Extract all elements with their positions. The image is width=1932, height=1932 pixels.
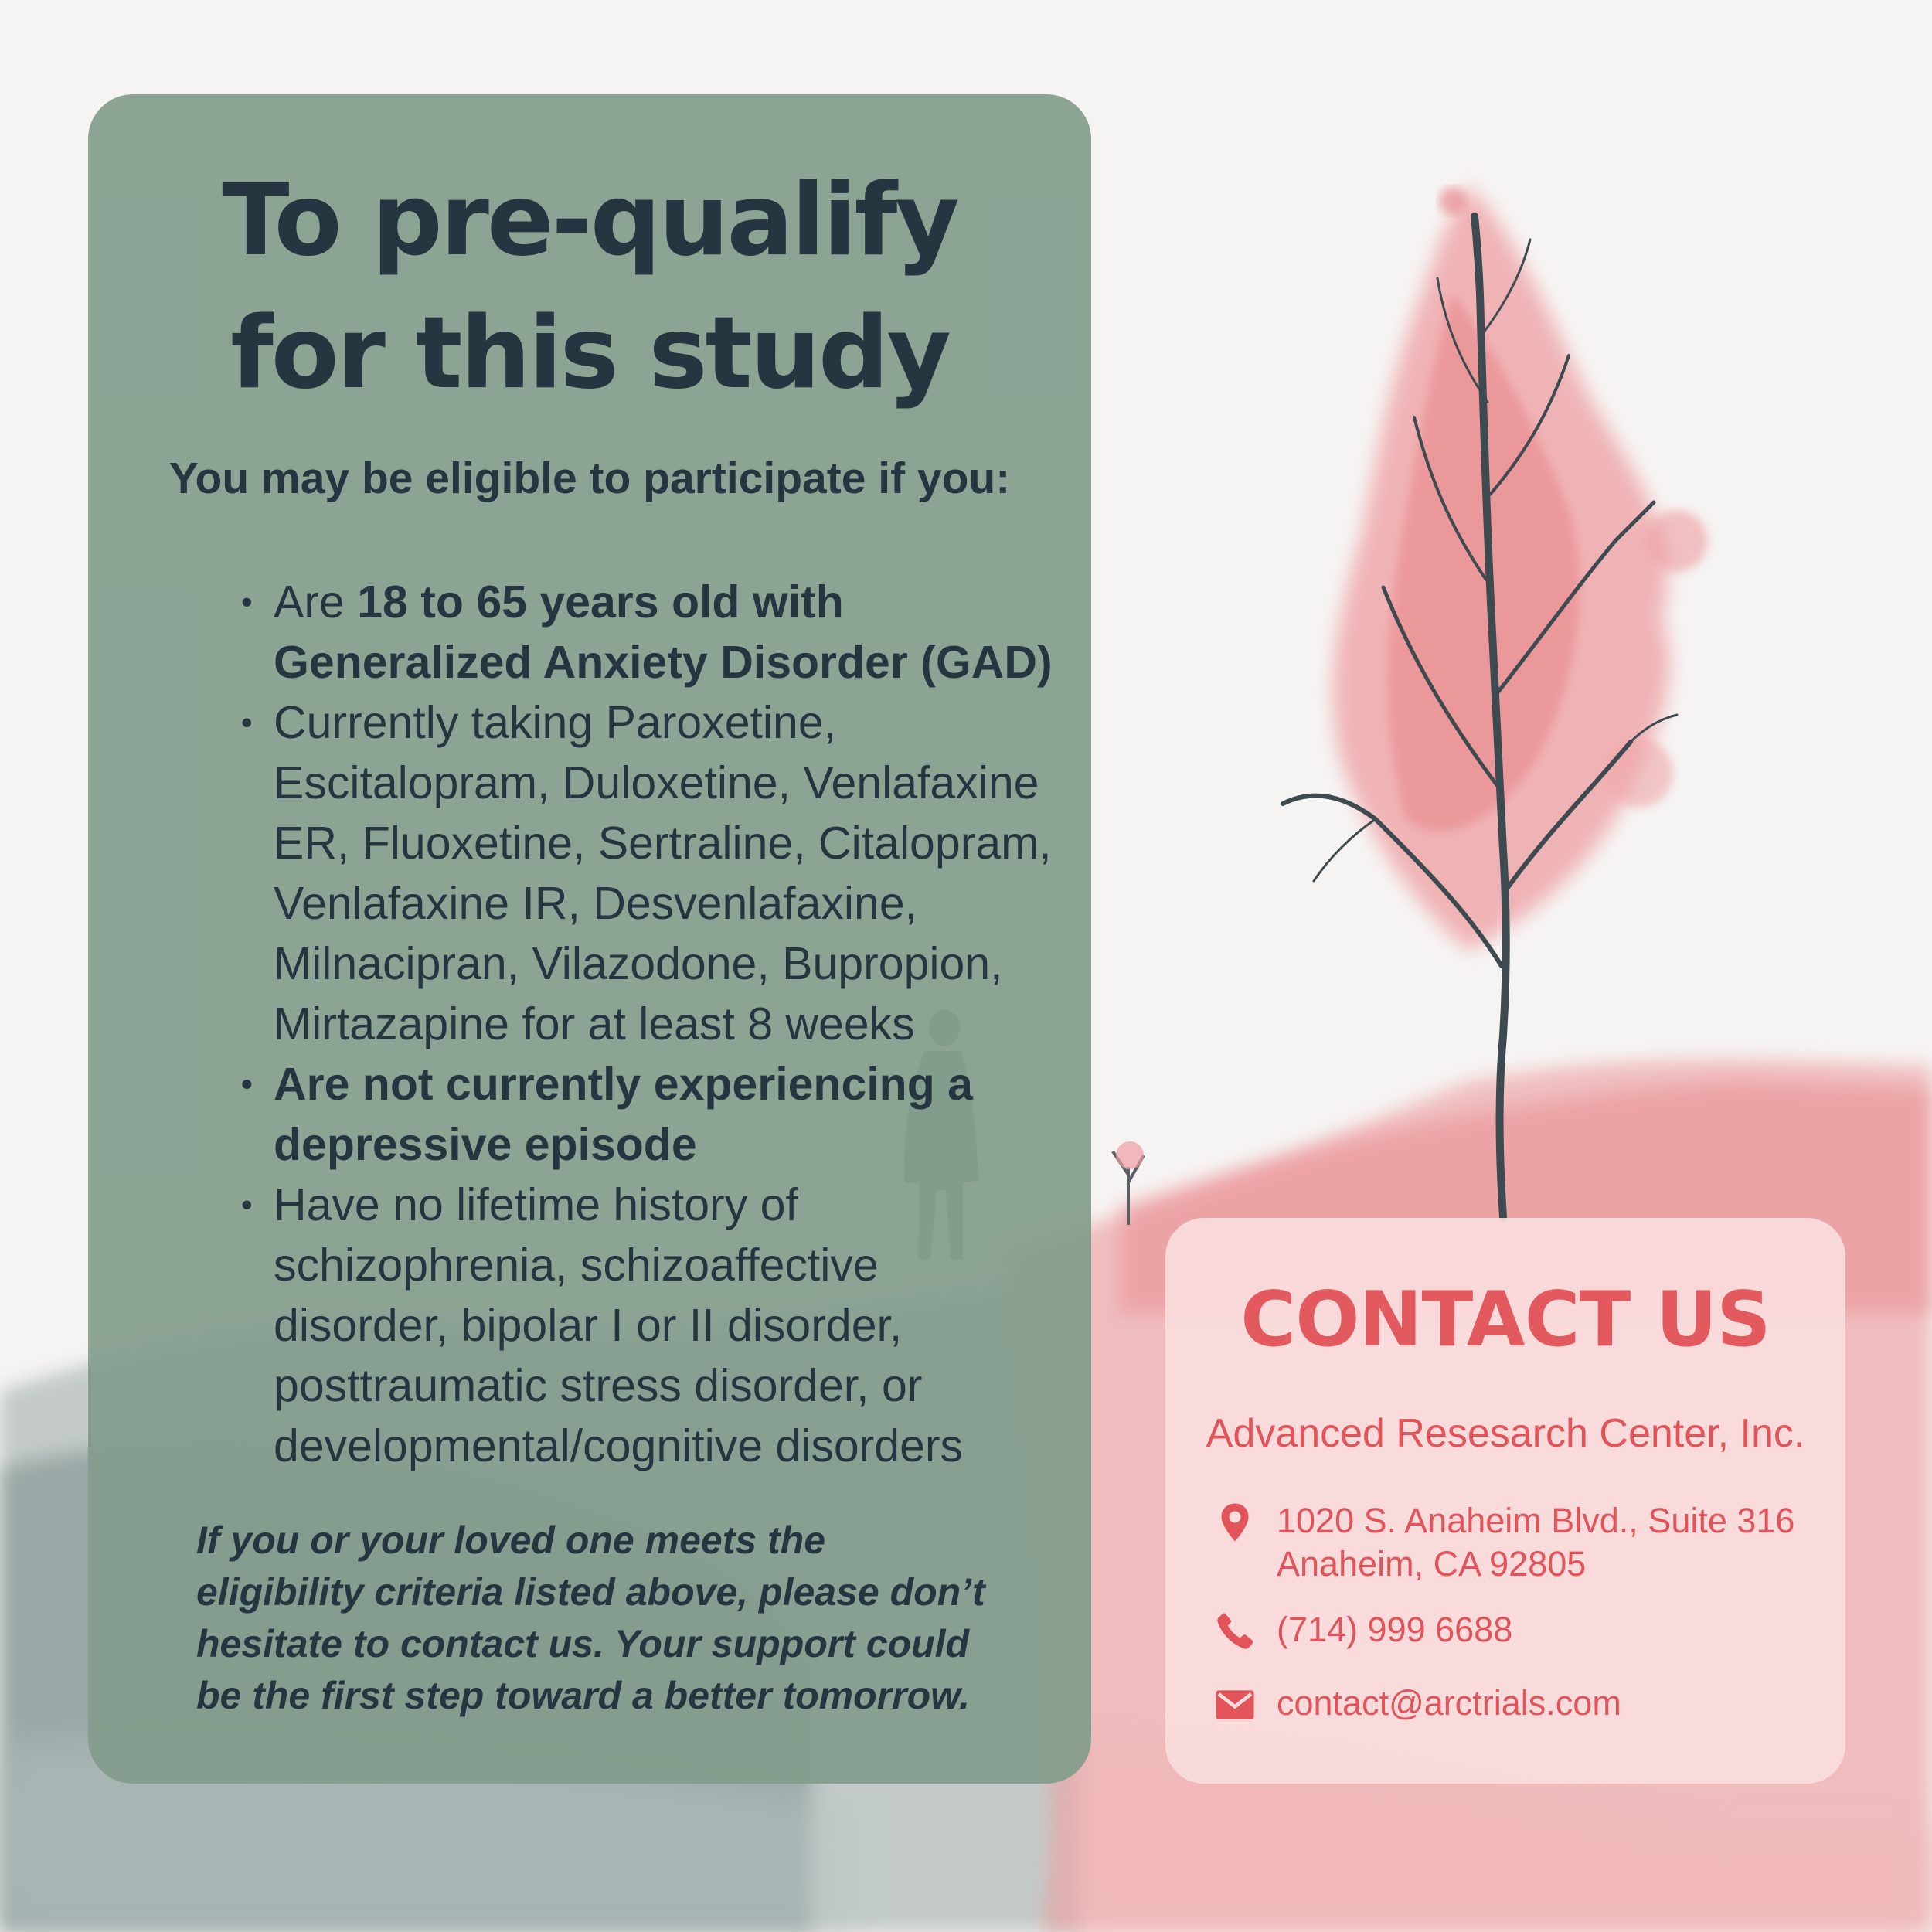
criteria-line: depressive episode (274, 1119, 697, 1170)
phone-number: (714) 999 6688 (1277, 1610, 1513, 1649)
address-text (1277, 1499, 1794, 1586)
criteria-line: Generalized Anxiety Disorder (GAD) (274, 637, 1053, 688)
contact-title: CONTACT US (1240, 1276, 1770, 1364)
eligibility-intro: You may be eligible to participate if you: (168, 454, 1011, 503)
closing-line: eligibility criteria listed above, please don’t (196, 1570, 985, 1614)
criteria-prefix: Are (274, 577, 358, 628)
contact-card (1165, 1218, 1845, 1784)
criteria-line: schizophrenia, schizoaffective (274, 1240, 879, 1291)
company-name: Advanced Resesarch Center, Inc. (1206, 1411, 1805, 1456)
criteria-line: developmental/cognitive disorders (274, 1420, 964, 1471)
criteria-item-depression (185, 1054, 1066, 1175)
address-line: 1020 S. Anaheim Blvd., Suite 316 (1277, 1501, 1795, 1540)
criteria-line: Mirtazapine for at least 8 weeks (274, 998, 915, 1049)
envelope-icon (1213, 1683, 1257, 1726)
criteria-line: Escitalopram, Duloxetine, Venlafaxine (274, 757, 1039, 808)
title-line: To pre-qualify (222, 163, 957, 278)
criteria-line: disorder, bipolar I or II disorder, (274, 1300, 903, 1351)
title-line: for this study (230, 296, 949, 411)
closing-line: If you or your loved one meets the (196, 1519, 826, 1562)
closing-line: hesitate to contact us. Your support could (196, 1622, 970, 1665)
closing-line: be the first step toward a better tomorrow. (196, 1674, 971, 1717)
closing-message (196, 1515, 1070, 1722)
criteria-list (185, 572, 1066, 1476)
criteria-line: Milnacipran, Vilazodone, Bupropion, (274, 938, 1003, 989)
location-pin-icon (1213, 1501, 1257, 1544)
criteria-line: 18 to 65 years old with (357, 577, 844, 628)
address-line: Anaheim, CA 92805 (1277, 1544, 1587, 1583)
eligibility-card (88, 94, 1091, 1784)
criteria-line: Have no lifetime history of (274, 1179, 798, 1230)
criteria-line: ER, Fluoxetine, Sertraline, Citalopram, (274, 818, 1052, 869)
criteria-item-medication (185, 692, 1066, 1054)
email-address: contact@arctrials.com (1277, 1683, 1621, 1723)
criteria-line: Currently taking Paroxetine, (274, 697, 837, 748)
criteria-item-history (185, 1175, 1066, 1476)
email-row[interactable] (1213, 1682, 1832, 1726)
phone-row[interactable] (1213, 1608, 1832, 1653)
criteria-line: Venlafaxine IR, Desvenlafaxine, (274, 878, 918, 929)
address-row[interactable] (1213, 1499, 1832, 1586)
criteria-line: posttraumatic stress disorder, or (274, 1360, 923, 1411)
page-title (88, 155, 1091, 420)
criteria-item-age (185, 572, 1066, 692)
phone-icon (1213, 1610, 1257, 1653)
criteria-line: Are not currently experiencing a (274, 1059, 973, 1110)
